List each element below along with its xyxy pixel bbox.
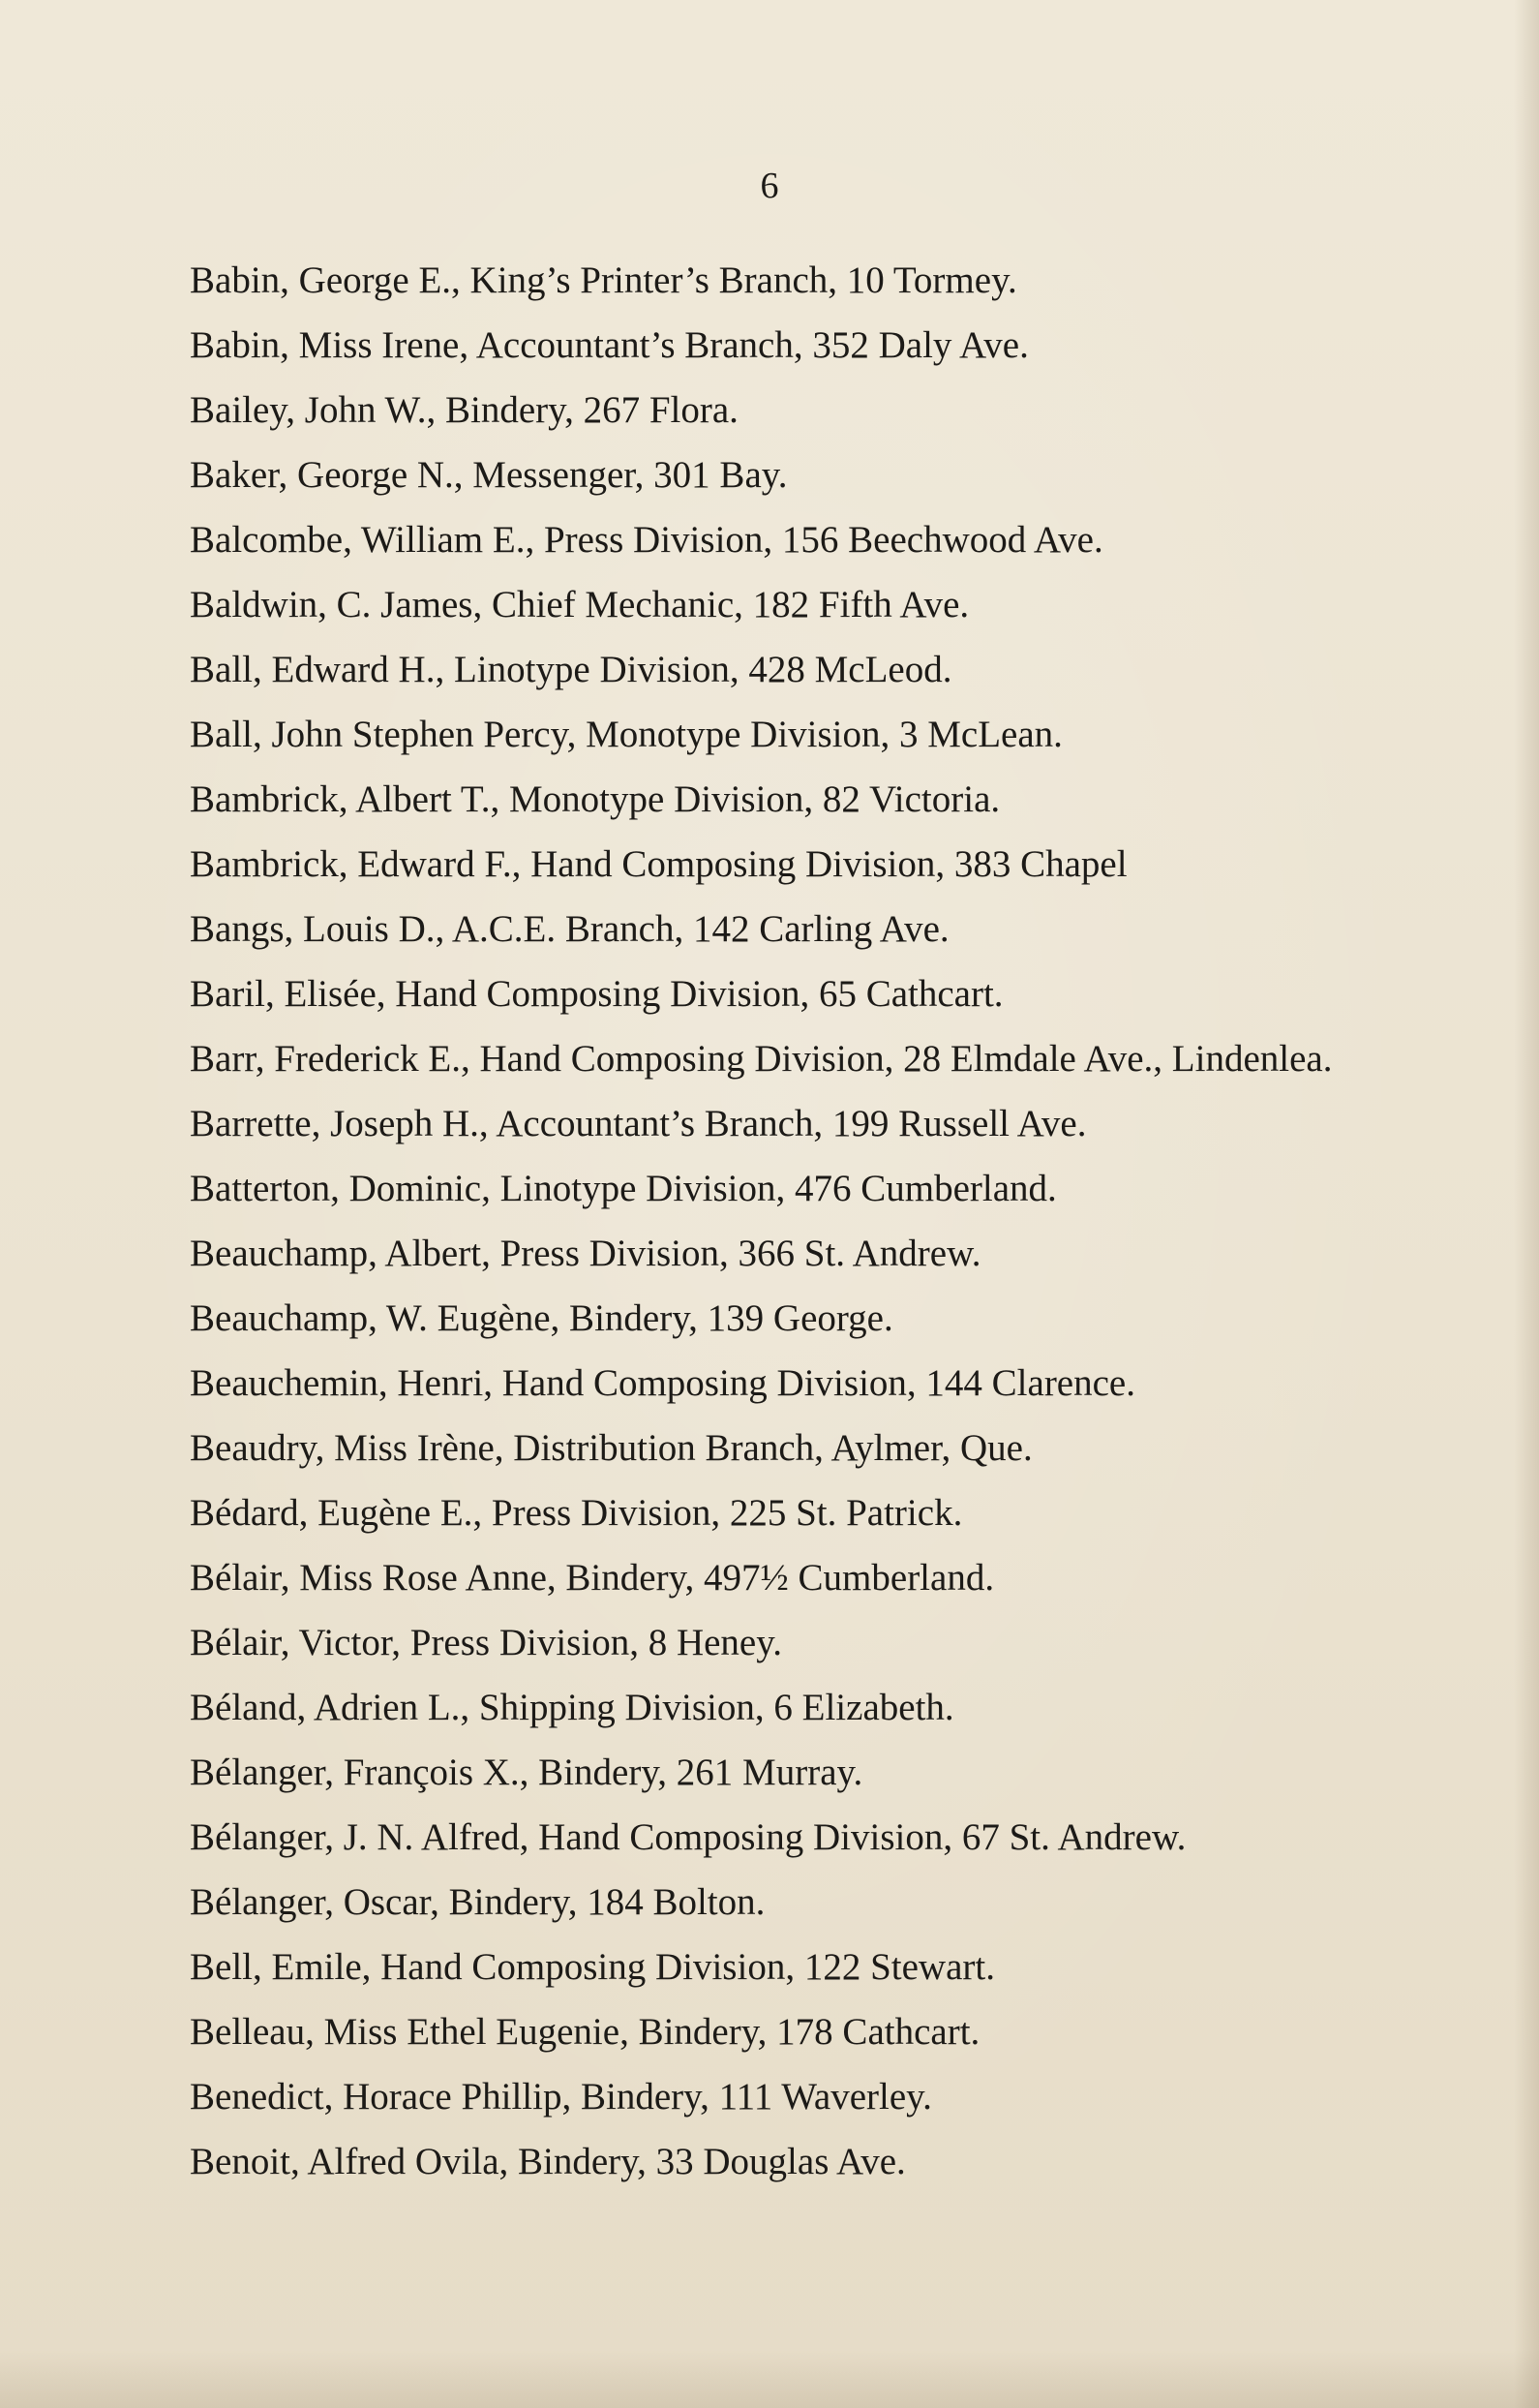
list-item: Baker, George N., Messenger, 301 Bay. (190, 454, 788, 496)
list-item: Babin, Miss Irene, Accountant’s Branch, 352 Daly Ave. (190, 324, 1029, 366)
page-edge-shadow (1514, 0, 1539, 2408)
list-item: Belleau, Miss Ethel Eugenie, Bindery, 178 Cathcart. (190, 2011, 981, 2053)
list-item: Benoit, Alfred Ovila, Bindery, 33 Douglas Ave. (190, 2141, 906, 2182)
list-item: Bélanger, François X., Bindery, 261 Murray. (190, 1752, 863, 1793)
list-item: Beauchamp, Albert, Press Division, 366 St. Andrew. (190, 1233, 981, 1274)
list-item: Batterton, Dominic, Linotype Division, 476 Cumberland. (190, 1168, 1057, 1209)
list-item: Balcombe, William E., Press Division, 156 Beechwood Ave. (190, 519, 1103, 561)
list-item: Bélanger, J. N. Alfred, Hand Composing Division, 67 St. Andrew. (190, 1816, 1187, 1858)
page-bottom-shadow (0, 2350, 1539, 2408)
list-item: Babin, George E., King’s Printer’s Branch, 10 Tormey. (190, 259, 1017, 301)
list-item: Bambrick, Albert T., Monotype Division, 82 Victoria. (190, 778, 1001, 820)
list-item: Beauchamp, W. Eugène, Bindery, 139 George. (190, 1297, 893, 1339)
list-item: Bambrick, Edward F., Hand Composing Division, 383 Chapel (190, 843, 1128, 885)
list-item: Ball, John Stephen Percy, Monotype Division, 3 McLean. (190, 714, 1063, 755)
list-item: Barr, Frederick E., Hand Composing Division, 28 Elmdale Ave., Lindenlea. (190, 1038, 1333, 1080)
list-item: Bailey, John W., Bindery, 267 Flora. (190, 389, 739, 431)
list-item: Baldwin, C. James, Chief Mechanic, 182 Fifth Ave. (190, 584, 970, 625)
list-item: Bélair, Victor, Press Division, 8 Heney. (190, 1622, 782, 1663)
list-item: Beaudry, Miss Irène, Distribution Branch, Aylmer, Que. (190, 1427, 1033, 1469)
list-item: Bédard, Eugène E., Press Division, 225 St. Patrick. (190, 1492, 963, 1534)
list-item: Bell, Emile, Hand Composing Division, 122 Stewart. (190, 1946, 995, 1988)
employee-list (190, 254, 1400, 2200)
list-item: Beauchemin, Henri, Hand Composing Division, 144 Clarence. (190, 1362, 1135, 1404)
list-item: Bangs, Louis D., A.C.E. Branch, 142 Carling Ave. (190, 908, 950, 950)
list-item: Bélair, Miss Rose Anne, Bindery, 497½ Cumberland. (190, 1557, 995, 1599)
list-item: Ball, Edward H., Linotype Division, 428 McLeod. (190, 649, 952, 690)
list-item: Bélanger, Oscar, Bindery, 184 Bolton. (190, 1881, 766, 1923)
list-item: Barrette, Joseph H., Accountant’s Branch, 199 Russell Ave. (190, 1103, 1087, 1144)
page-number: 6 (760, 166, 779, 206)
list-item: Benedict, Horace Phillip, Bindery, 111 Waverley. (190, 2076, 932, 2118)
list-item: Baril, Elisée, Hand Composing Division, 65 Cathcart. (190, 973, 1004, 1015)
list-item: Béland, Adrien L., Shipping Division, 6 Elizabeth. (190, 1687, 954, 1728)
